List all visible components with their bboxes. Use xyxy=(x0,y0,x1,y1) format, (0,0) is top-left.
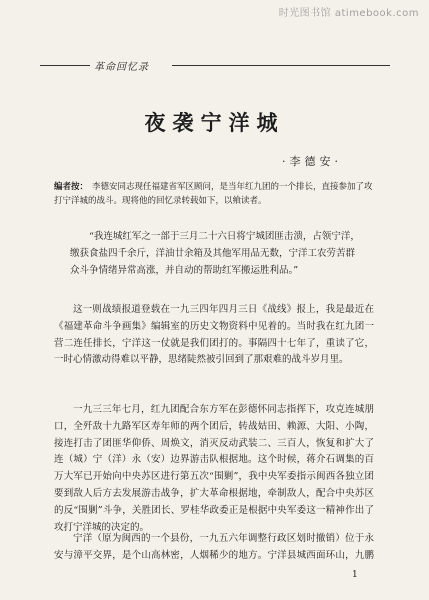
header-rule-right xyxy=(172,65,390,66)
article-title: 夜袭宁洋城 xyxy=(144,111,285,135)
page-number: 1 xyxy=(352,570,358,580)
header-rule-left xyxy=(40,65,90,66)
news-quote: “我连城红军之一部于三月二十六日将宁城团匪击溃，占领宁洋，缴获食盐四千余斤，洋油廿余箱及其他军用品无数，宁洋工农劳苦群众斗争情绪异常高涨，并自动的帮助红军搬运胜利品。” xyxy=(70,231,360,276)
body-paragraph-3: 宁洋（原为闽西的一个县份，一九五六年调整行政区划时撤销）位于永安与漳平交界，是个山高林密，人烟稀少的地方。宁洋县城西面环山，九鹏 xyxy=(54,533,374,561)
body-paragraph-3-wrapper xyxy=(54,531,374,564)
author-name: 李德安 xyxy=(289,155,335,168)
series-header-label: 革命回忆录 xyxy=(94,62,149,73)
series-header xyxy=(40,58,390,72)
body-paragraph-1: 这一则战绩报道登载在一九三四年四月三日《战线》报上，我是最近在《福建革命斗争画集》编辑室的历史文物资料中见着的。当时我在红九团一营二连任排长，宁洋这一仗就是我们团打的。事隔四十七年了，重读了它，一时心情激动得难以平静，思绪陡然被引回到了那艰难的战斗岁月里。 xyxy=(54,304,374,366)
body-paragraph-2: 一九三三年七月，红九团配合东方军在彭德怀同志指挥下，攻克连城朋口，全歼敌十九路军区寿年师的两个团后，转战姑田、赖源、大阳、小陶，接连打击了团匪华仰侨、周焕文，消灭反动武装二、三百人，恢复和扩大了连（城）宁（洋）永（安）边界游击队根据地。这个时候，蒋介石调集的百万大军已开始向中央苏区进行第五次“围剿”，我中央军委指示闽西各独立团要到敌人后方去发展游击战争，扩大革命根据地，牵制敌人，配合中央苏区的反“围剿”斗争，关胜团长、罗桂华政委正是根据中央军委这一精神作出了攻打宁洋城的决定的。 xyxy=(54,404,374,533)
editor-note-label: 编者按： xyxy=(54,182,89,192)
editor-note xyxy=(54,180,376,208)
article-author: ·李德安· xyxy=(282,155,342,168)
watermark: 时光图书馆 atimebook.com xyxy=(278,8,419,19)
editor-note-text: 李德安同志现任福建省军区顾问，是当年红九团的一个排长，直接参加了攻打宁洋城的战斗。现将他的回忆录转载如下，以飨读者。 xyxy=(54,182,373,206)
